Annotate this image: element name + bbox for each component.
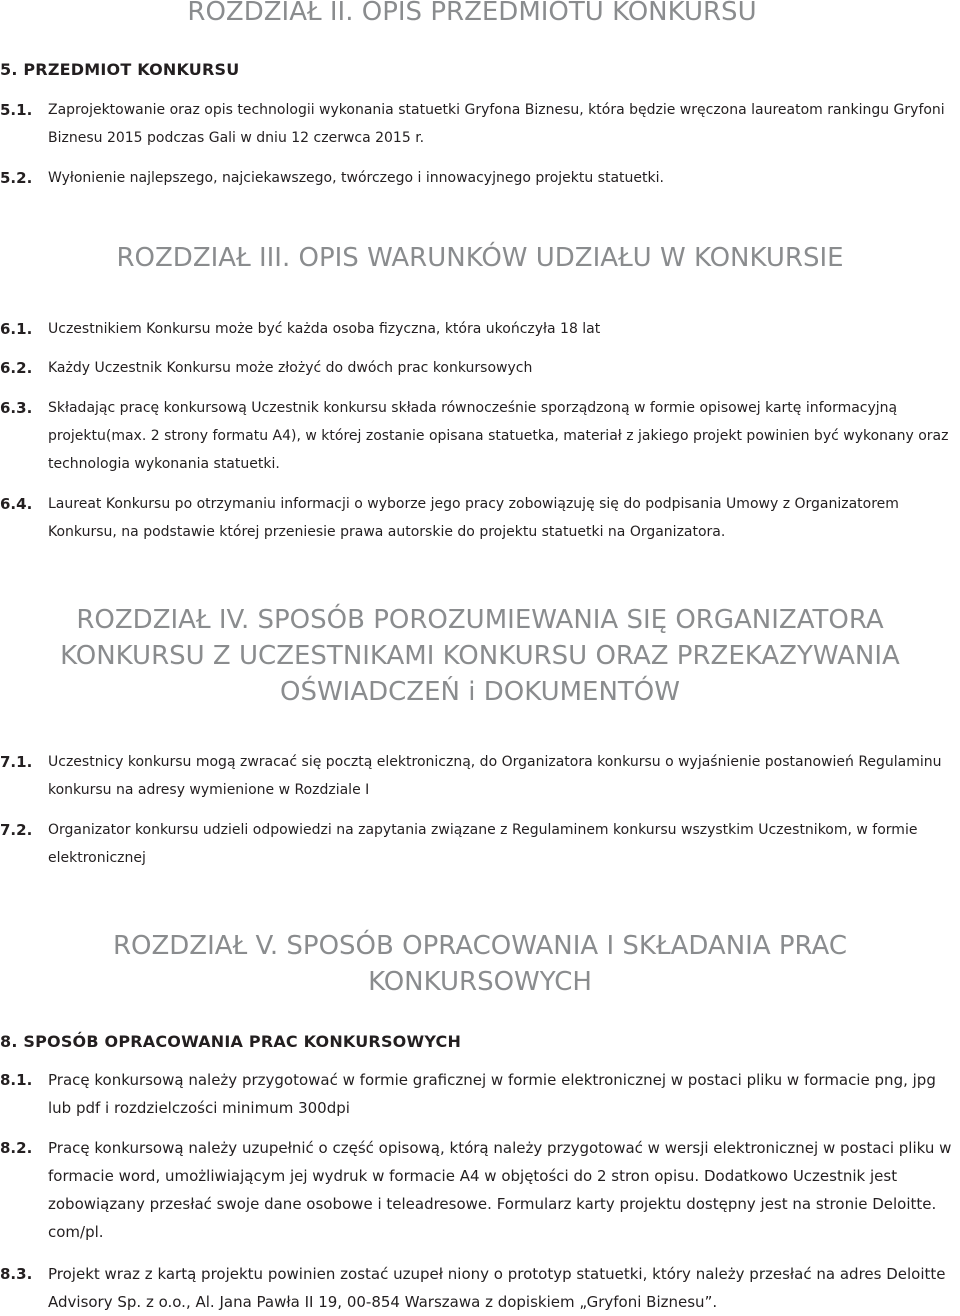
item-number: 5.2. xyxy=(0,169,33,187)
item-text: Organizator konkursu udzieli odpowiedzi na zapytania związane z Regulaminem konkursu wszystkim Uczestnikom, w formie elektronicznej xyxy=(48,822,918,866)
item-number: 8.1. xyxy=(0,1071,33,1089)
chapter-5-title-line-1: ROZDZIAŁ V. SPOSÓB OPRACOWANIA I SKŁADANIA PRAC xyxy=(112,931,848,961)
item-number: 7.2. xyxy=(0,821,33,839)
section-5-heading: 5. PRZEDMIOT KONKURSU xyxy=(0,60,240,79)
item-text: Laureat Konkursu po otrzymaniu informacji o wyborze jego pracy zobowiązuję się do podpisania Umowy z Organizatorem Konkursu, na podstawie której przeniesie prawa autorskie do projektu statuetki na Organizatora. xyxy=(48,496,899,540)
item-number: 6.4. xyxy=(0,495,33,513)
chapter-4-title-line-1: ROZDZIAŁ IV. SPOSÓB POROZUMIEWANIA SIĘ ORGANIZATORA xyxy=(76,605,884,635)
list-item xyxy=(0,96,960,152)
item-text: Pracę konkursową należy uzupełnić o część opisową, którą należy przygotować w wersji elektronicznej w postaci pliku w formacie word, umożliwiającym jej wydruk w formacie A4 w objętości do 2 stron opisu. Dodatkowo Uczestnik jest zobowiązany przesłać swoje dane osobowe i teleadresowe. Formularz karty projektu dostępny jest na stronie Deloitte. com/pl. xyxy=(48,1139,952,1241)
chapter-4-title-line-2: KONKURSU Z UCZESTNIKAMI KONKURSU ORAZ PRZEKAZYWANIA xyxy=(60,641,900,671)
item-number: 8.3. xyxy=(0,1265,33,1283)
item-number: 6.1. xyxy=(0,320,33,338)
chapter-3-title: ROZDZIAŁ III. OPIS WARUNKÓW UDZIAŁU W KONKURSIE xyxy=(116,243,844,273)
item-number: 6.3. xyxy=(0,399,33,417)
list-item xyxy=(0,164,960,192)
chapter-5-title-line-2: KONKURSOWYCH xyxy=(368,967,592,997)
item-text: Wyłonienie najlepszego, najciekawszego, twórczego i innowacyjnego projektu statuetki. xyxy=(48,170,664,186)
item-text: Uczestnikiem Konkursu może być każda osoba fizyczna, która ukończyła 18 lat xyxy=(48,321,601,337)
item-text: Projekt wraz z kartą projektu powinien zostać uzupeł niony o prototyp statuetki, który należy przesłać na adres Deloitte Advisory Sp. z o.o., Al. Jana Pawła II 19, 00-854 Warszawa z dopiskiem „Gryfoni Biznesu”. xyxy=(48,1265,946,1311)
item-text: Zaprojektowanie oraz opis technologii wykonania statuetki Gryfona Biznesu, która będzie wręczona laureatom rankingu Gryfoni Biznesu 2015 podczas Gali w dniu 12 czerwca 2015 r. xyxy=(48,102,945,146)
section-8-heading: 8. SPOSÓB OPRACOWANIA PRAC KONKURSOWYCH xyxy=(0,1032,462,1051)
item-number: 7.1. xyxy=(0,753,33,771)
chapter-2-title: ROZDZIAŁ II. OPIS PRZEDMIOTU KONKURSU xyxy=(187,0,757,27)
item-text: Uczestnicy konkursu mogą zwracać się pocztą elektroniczną, do Organizatora konkursu o wyjaśnienie postanowień Regulaminu konkursu na adresy wymienione w Rozdziale I xyxy=(48,754,942,798)
item-number: 5.1. xyxy=(0,101,33,119)
item-text: Każdy Uczestnik Konkursu może złożyć do dwóch prac konkursowych xyxy=(48,360,533,376)
item-text: Pracę konkursową należy przygotować w formie graficznej w formie elektronicznej w postaci pliku w formacie png, jpg lub pdf i rozdzielczości minimum 300dpi xyxy=(48,1071,936,1117)
item-number: 6.2. xyxy=(0,359,33,377)
item-number: 8.2. xyxy=(0,1139,33,1157)
item-text: Składając pracę konkursową Uczestnik konkursu składa równocześnie sporządzoną w formie opisowej kartę informacyjną projektu(max. 2 strony formatu A4), w której zostanie opisana statuetka, materiał z jakiego projekt powinien być wykonany oraz technologia wykonania statuetki. xyxy=(48,400,949,472)
chapter-4-title-line-3: OŚWIADCZEŃ i DOKUMENTÓW xyxy=(280,677,680,707)
